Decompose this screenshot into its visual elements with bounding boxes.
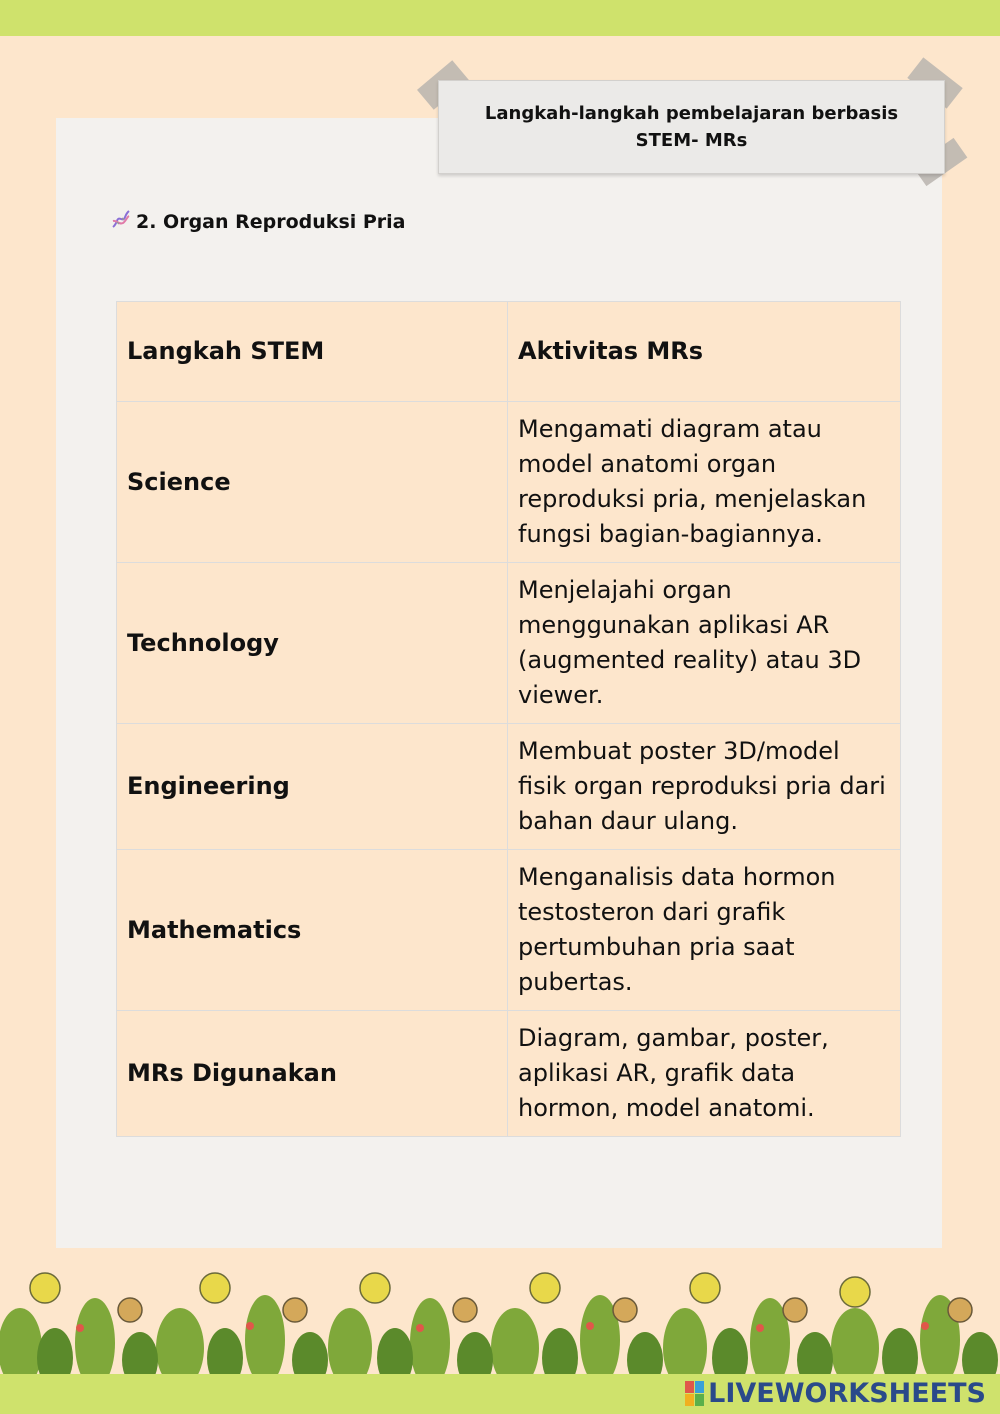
step-cell: Technology — [117, 563, 508, 724]
activity-cell: Mengamati diagram atau model anatomi organ reproduksi pria, menjelaskan fungsi bagian-bagiannya. — [508, 402, 901, 563]
top-decor-bar — [0, 0, 1000, 36]
brand-name: LIVEWORKSHEETS — [708, 1378, 986, 1409]
header-cell-activity: Aktivitas MRs — [508, 302, 901, 402]
activity-cell: Membuat poster 3D/model fisik organ reproduksi pria dari bahan daur ulang. — [508, 724, 901, 850]
step-cell: Mathematics — [117, 850, 508, 1011]
table-row — [117, 402, 901, 563]
step-cell: MRs Digunakan — [117, 1011, 508, 1137]
table-row — [117, 1011, 901, 1137]
title-line-1: Langkah-langkah pembelajaran berbasis — [484, 103, 899, 124]
activity-cell: Menganalisis data hormon testosteron dari grafik pertumbuhan pria saat pubertas. — [508, 850, 901, 1011]
title-line-2: STEM- MRs — [635, 130, 748, 151]
activity-cell: Diagram, gambar, poster, aplikasi AR, grafik data hormon, model anatomi. — [508, 1011, 901, 1137]
header-cell-step: Langkah STEM — [117, 302, 508, 402]
stem-table — [116, 301, 901, 1137]
table-header-row — [117, 302, 901, 402]
step-cell: Science — [117, 402, 508, 563]
page-title — [438, 80, 945, 174]
title-banner — [420, 62, 970, 192]
logo-icon — [685, 1381, 704, 1406]
table-row — [117, 850, 901, 1011]
activity-cell: Menjelajahi organ menggunakan aplikasi AR (augmented reality) atau 3D viewer. — [508, 563, 901, 724]
section-title: 2. Organ Reproduksi Pria — [136, 210, 406, 233]
dna-icon — [110, 208, 132, 235]
liveworksheets-logo — [685, 1378, 986, 1409]
floral-decoration — [0, 1268, 1000, 1378]
table-row — [117, 563, 901, 724]
table-row — [117, 724, 901, 850]
section-heading — [110, 208, 406, 235]
step-cell: Engineering — [117, 724, 508, 850]
